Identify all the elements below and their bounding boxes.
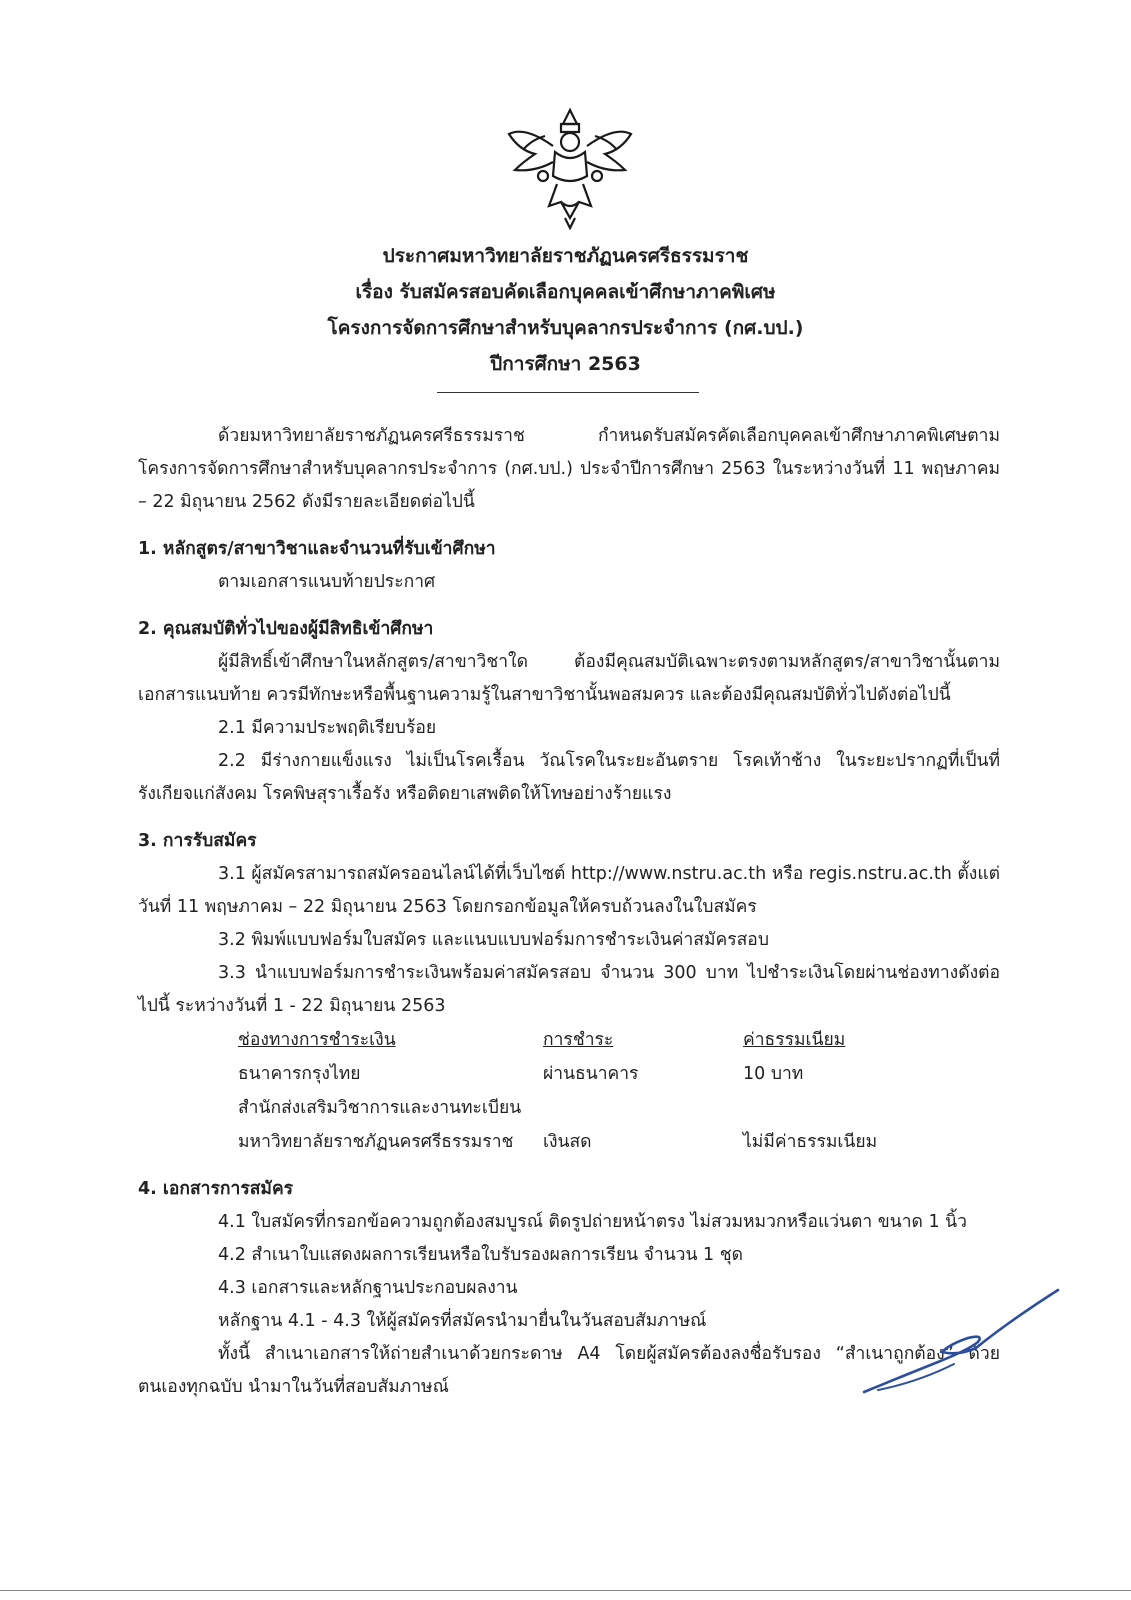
section-4-note-1: หลักฐาน 4.1 - 4.3 ให้ผู้สมัครที่สมัครนำมายื่นในวันสอบสัมภาษณ์	[218, 1311, 707, 1331]
section-1-text: ตามเอกสารแนบท้ายประกาศ	[218, 572, 436, 592]
table-cell: ไม่มีค่าธรรมเนียม	[743, 1132, 878, 1152]
header-line-4: ปีการศึกษา 2563	[490, 353, 641, 375]
header-line-2: เรื่อง รับสมัครสอบคัดเลือกบุคคลเข้าศึกษาภาคพิเศษ	[355, 281, 776, 303]
section-3-item-2: 3.2 พิมพ์แบบฟอร์มใบสมัคร และแนบแบบฟอร์มการชำระเงินค่าสมัครสอบ	[218, 930, 769, 950]
section-4-note-2: ทั้งนี้ สำเนาเอกสารให้ถ่ายสำเนาด้วยกระดาษ A4 โดยผู้สมัครต้องลงชื่อรับรอง “สำเนาถูกต้อง” ด้วยตนเองทุกฉบับ นำมาในวันที่สอบสัมภาษณ์	[138, 1344, 1000, 1397]
table-row	[238, 1091, 943, 1125]
col-header-fee: ค่าธรรมเนียม	[743, 1030, 846, 1050]
table-row	[238, 1057, 943, 1091]
table-header-row	[238, 1023, 943, 1057]
section-3-item-1: 3.1 ผู้สมัครสามารถสมัครออนไลน์ได้ที่เว็บไซต์ http://www.nstru.ac.th หรือ regis.nstru.ac.th ตั้งแต่วันที่ 11 พฤษภาคม – 22 มิถุนายน 2563 โดยกรอกข้อมูลให้ครบถ้วนลงในใบสมัคร	[138, 864, 1000, 917]
section-4-item-1: 4.1 ใบสมัครที่กรอกข้อความถูกต้องสมบูรณ์ ติดรูปถ่ายหน้าตรง ไม่สวมหมวกหรือแว่นตา ขนาด 1 นิ้ว	[218, 1212, 967, 1232]
section-2-text: ผู้มีสิทธิ์เข้าศึกษาในหลักสูตร/สาขาวิชาใด ต้องมีคุณสมบัติเฉพาะตรงตามหลักสูตร/สาขาวิชานั้นตามเอกสารแนบท้าย ควรมีทักษะหรือพื้นฐานความรู้ในสาขาวิชานั้นพอสมควร และต้องมีคุณสมบัติทั่วไปดังต่อไปนี้	[138, 652, 1000, 705]
col-header-payment: การชำระ	[543, 1030, 614, 1050]
document-body	[138, 420, 1000, 1404]
col-header-channel: ช่องทางการชำระเงิน	[238, 1030, 396, 1050]
payment-channels-table	[238, 1023, 943, 1159]
table-cell: สำนักส่งเสริมวิชาการและงานทะเบียน	[238, 1098, 522, 1118]
section-2-title: 2. คุณสมบัติทั่วไปของผู้มีสิทธิเข้าศึกษา	[138, 619, 434, 639]
header-line-3: โครงการจัดการศึกษาสำหรับบุคลากรประจำการ (กศ.บป.)	[327, 317, 804, 339]
section-2-item-1: 2.1 มีความประพฤติเรียบร้อย	[218, 718, 437, 738]
section-4-title: 4. เอกสารการสมัคร	[138, 1179, 294, 1199]
section-3-title: 3. การรับสมัคร	[138, 831, 257, 851]
section-4-item-2: 4.2 สำเนาใบแสดงผลการเรียนหรือใบรับรองผลการเรียน จำนวน 1 ชุด	[218, 1245, 743, 1265]
garuda-emblem	[505, 106, 635, 231]
announcement-header	[0, 238, 1131, 382]
section-4-item-3: 4.3 เอกสารและหลักฐานประกอบผลงาน	[218, 1278, 518, 1298]
table-cell: ธนาคารกรุงไทย	[238, 1064, 361, 1084]
section-2-item-2: 2.2 มีร่างกายแข็งแรง ไม่เป็นโรคเรื้อน วัณโรคในระยะอันตราย โรคเท้าช้าง ในระยะปรากฏที่เป็นที่รังเกียจแก่สังคม โรคพิษสุราเรื้อรัง หรือติดยาเสพติดให้โทษอย่างร้ายแรง	[138, 751, 1000, 804]
handwritten-signature	[858, 1282, 1063, 1400]
header-divider	[437, 392, 699, 393]
header-line-1: ประกาศมหาวิทยาลัยราชภัฏนครศรีธรรมราช	[382, 245, 749, 267]
table-cell: มหาวิทยาลัยราชภัฏนครศรีธรรมราช	[238, 1132, 514, 1152]
page-bottom-edge	[0, 1590, 1131, 1591]
table-cell: 10 บาท	[743, 1064, 804, 1084]
table-cell: ผ่านธนาคาร	[543, 1064, 639, 1084]
table-cell: เงินสด	[543, 1132, 592, 1152]
section-3-item-3: 3.3 นำแบบฟอร์มการชำระเงินพร้อมค่าสมัครสอบ จำนวน 300 บาท ไปชำระเงินโดยผ่านช่องทางดังต่อไปนี้ ระหว่างวันที่ 1 - 22 มิถุนายน 2563	[138, 963, 1000, 1016]
table-row	[238, 1125, 943, 1159]
section-1-title: 1. หลักสูตร/สาขาวิชาและจำนวนที่รับเข้าศึกษา	[138, 539, 496, 559]
intro-paragraph: ด้วยมหาวิทยาลัยราชภัฏนครศรีธรรมราช กำหนดรับสมัครคัดเลือกบุคคลเข้าศึกษาภาคพิเศษตามโครงการจัดการศึกษาสำหรับบุคลากรประจำการ (กศ.บป.) ประจำปีการศึกษา 2563 ในระหว่างวันที่ 11 พฤษภาคม – 22 มิถุนายน 2562 ดังมีรายละเอียดต่อไปนี้	[138, 426, 1000, 512]
